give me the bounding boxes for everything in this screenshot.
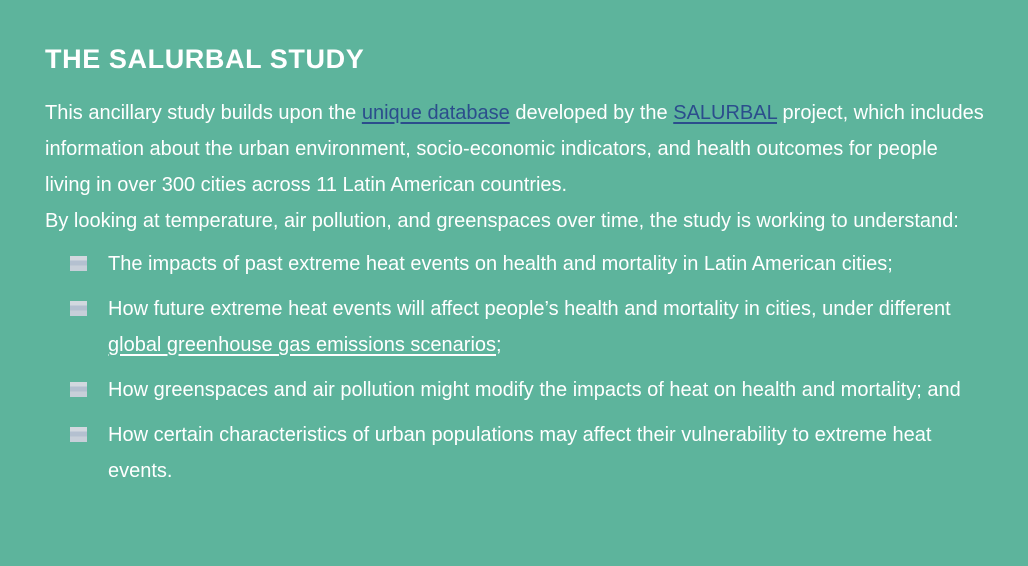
square-bullet-icon bbox=[70, 382, 87, 397]
list-item-text: How greenspaces and air pollution might modify the impacts of heat on health and mortality; and bbox=[108, 379, 961, 401]
study-goals-list bbox=[45, 246, 985, 489]
section-heading: THE SALURBAL STUDY bbox=[45, 44, 365, 74]
list-item-text: How certain characteristics of urban populations may affect their vulnerability to extreme heat events. bbox=[108, 424, 932, 482]
list-item-greenspaces-pollution bbox=[70, 372, 985, 408]
intro-text-2: developed by the bbox=[509, 102, 674, 124]
list-item-text: The impacts of past extreme heat events on health and mortality in Latin American cities; bbox=[108, 253, 893, 275]
list-item-past-heat bbox=[70, 246, 985, 282]
intro-text-3: project, which includes information about the urban environment, socio-economic indicators, and health outcomes for people living in over 300 cities across 11 Latin American countries. bbox=[45, 102, 984, 196]
square-bullet-icon bbox=[70, 427, 87, 442]
list-item-future-heat bbox=[70, 291, 985, 363]
salurbal-link[interactable]: SALURBAL bbox=[673, 102, 777, 124]
list-item-text bbox=[108, 291, 985, 363]
list-item-text-after: ; bbox=[496, 334, 502, 356]
list-item-text-before: How future extreme heat events will affect people’s health and mortality in cities, under different bbox=[108, 298, 951, 320]
unique-database-link[interactable]: unique database bbox=[361, 102, 510, 124]
intro-text-4: By looking at temperature, air pollution, and greenspaces over time, the study is working to understand: bbox=[45, 210, 959, 232]
intro-text-1: This ancillary study builds upon the bbox=[45, 102, 362, 124]
list-item-urban-vulnerability bbox=[70, 417, 985, 489]
square-bullet-icon bbox=[70, 301, 87, 316]
ghg-emissions-scenarios-link[interactable]: global greenhouse gas emissions scenarios bbox=[108, 334, 497, 356]
square-bullet-icon bbox=[70, 256, 87, 271]
intro-paragraph bbox=[45, 95, 985, 239]
